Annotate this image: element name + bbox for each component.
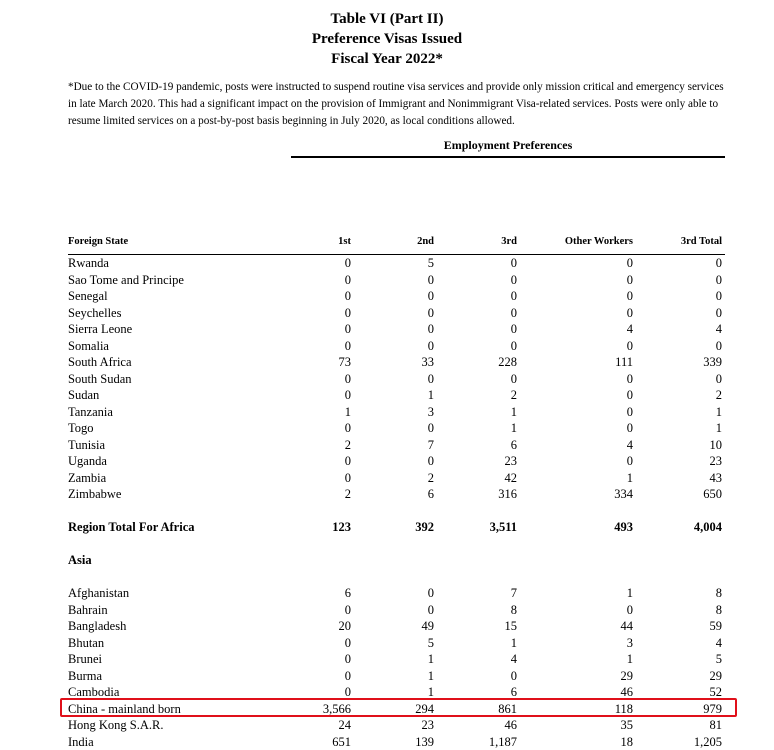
cell-1st: 0 [344, 652, 351, 666]
table-row [0, 486, 774, 502]
cell-2nd: 0 [427, 272, 434, 287]
cell-3rd-total: 8 [715, 602, 722, 617]
cell-other-workers: 1 [626, 586, 633, 600]
table-row [0, 585, 774, 601]
cell-1st: 0 [344, 685, 351, 699]
table-row [0, 338, 774, 354]
cell-1st: 73 [338, 355, 351, 369]
table-row [0, 420, 774, 436]
foreign-state-name: Sierra Leone [68, 322, 133, 336]
foreign-state-name: Sao Tome and Principe [68, 272, 184, 287]
cell-other-workers: 3 [626, 635, 633, 650]
group-underline [291, 156, 725, 158]
cell-2nd: 0 [427, 305, 434, 320]
col-header-3rd-total: 3rd Total [680, 236, 722, 247]
cell-2nd: 33 [421, 355, 434, 369]
cell-1st: 24 [338, 718, 351, 732]
table-subtitle: Preference Visas Issued [311, 31, 463, 47]
cell-2nd: 49 [421, 619, 434, 633]
cell-3rd: 23 [504, 454, 517, 468]
cell-1st: 0 [344, 256, 351, 270]
cell-3rd: 1 [510, 421, 517, 435]
cell-2nd: 0 [427, 322, 434, 336]
cell-3rd-total: 0 [715, 256, 722, 270]
foreign-state-name: Sudan [68, 388, 100, 402]
cell-2nd: 0 [427, 338, 434, 353]
table-row [0, 651, 774, 667]
table-row [0, 354, 774, 370]
cell-1st: 651 [332, 734, 351, 749]
cell-3rd-total: 43 [709, 470, 722, 485]
col-header-other-workers: Other Workers [564, 236, 633, 247]
foreign-state-name: Tunisia [68, 437, 106, 452]
table-row [0, 635, 774, 651]
foreign-state-name: Zimbabwe [68, 487, 122, 501]
cell-other-workers: 0 [626, 305, 633, 320]
cell-2nd: 2 [427, 470, 434, 485]
cell-2nd: 3 [427, 404, 434, 419]
cell-1st: 0 [344, 635, 351, 650]
cell-other-workers: 111 [615, 355, 633, 369]
cell-other-workers: 1 [626, 652, 633, 666]
table-row [0, 321, 774, 337]
cell-3rd-total: 5 [715, 652, 722, 666]
cell-3rd: 6 [510, 685, 517, 699]
fiscal-year: Fiscal Year 2022* [331, 51, 443, 67]
cell-1st: 0 [344, 322, 351, 336]
cell-1st: 3,566 [322, 701, 351, 716]
cell-other-workers: 4 [626, 437, 633, 452]
foreign-state-name: Hong Kong S.A.R. [68, 718, 164, 732]
cell-3rd: 0 [510, 322, 517, 336]
col-header-2nd: 2nd [417, 236, 434, 247]
cell-2nd: 23 [421, 718, 434, 732]
foreign-state-name: Somalia [68, 338, 109, 353]
cell-3rd-total: 10 [709, 437, 722, 452]
cell-other-workers: 18 [620, 734, 633, 749]
cell-3rd-total: 1,205 [693, 734, 722, 749]
foreign-state-name: Zambia [68, 470, 107, 485]
cell-1st: 0 [344, 272, 351, 287]
foreign-state-name: Burma [68, 668, 103, 683]
cell-3rd-total: 339 [703, 355, 722, 369]
cell-3rd-total: 0 [715, 289, 722, 303]
cell-3rd: 0 [510, 305, 517, 320]
table-row [0, 437, 774, 453]
cell-3rd: 1,187 [488, 734, 517, 749]
cell-other-workers: 334 [614, 487, 633, 501]
total-label: Region Total For Africa [68, 520, 195, 534]
cell-other-workers: 0 [626, 404, 633, 419]
cell-3rd-total: 650 [703, 487, 722, 501]
cell-2nd: 0 [427, 289, 434, 303]
cell-2nd: 1 [427, 668, 434, 683]
cell-3rd: 228 [498, 355, 517, 369]
employment-preferences-label: Employment Preferences [443, 138, 573, 152]
table-row [0, 305, 774, 321]
cell-3rd: 0 [510, 338, 517, 353]
cell-1st: 0 [344, 602, 351, 617]
foreign-state-name: Bangladesh [68, 619, 127, 633]
foreign-state-name: Seychelles [68, 305, 122, 320]
cell-other-workers: 46 [620, 685, 633, 699]
cell-1st: 1 [344, 404, 351, 419]
cell-3rd: 0 [510, 371, 517, 386]
cell-3rd-total: 23 [709, 454, 722, 468]
foreign-state-name: Bahrain [68, 602, 108, 617]
cell-1st: 0 [344, 371, 351, 386]
table-row [0, 602, 774, 618]
cell-3rd: 8 [510, 602, 517, 617]
cell-2nd: 1 [427, 685, 434, 699]
cell-1st: 0 [344, 338, 351, 353]
cell-1st: 20 [338, 619, 351, 633]
cell-3rd: 46 [504, 718, 517, 732]
cell-other-workers: 35 [620, 718, 633, 732]
table-row [0, 734, 774, 750]
table-row [0, 453, 774, 469]
foreign-state-name: South Sudan [68, 371, 132, 386]
foreign-state-name: China - mainland born [68, 701, 181, 716]
foreign-state-name: Togo [68, 421, 94, 435]
cell-1st: 0 [344, 289, 351, 303]
cell-1st: 0 [344, 388, 351, 402]
asia-section-heading: Asia [68, 553, 92, 567]
cell-3rd-total: 2 [715, 388, 722, 402]
cell-1st: 6 [344, 586, 351, 600]
total-2nd: 392 [415, 520, 434, 534]
cell-3rd: 0 [510, 272, 517, 287]
cell-2nd: 0 [427, 421, 434, 435]
cell-3rd: 2 [510, 388, 517, 402]
col-header-3rd: 3rd [501, 236, 517, 247]
cell-3rd: 7 [510, 586, 517, 600]
cell-3rd-total: 59 [709, 619, 722, 633]
cell-3rd: 1 [510, 404, 517, 419]
cell-3rd: 0 [510, 668, 517, 683]
table-row [0, 404, 774, 420]
cell-other-workers: 1 [626, 470, 633, 485]
foreign-state-name: Rwanda [68, 256, 109, 270]
cell-1st: 0 [344, 470, 351, 485]
cell-3rd-total: 52 [709, 685, 722, 699]
table-row [0, 371, 774, 387]
cell-3rd-total: 979 [703, 701, 722, 716]
cell-3rd-total: 29 [709, 668, 722, 683]
table-row [0, 668, 774, 684]
cell-2nd: 1 [427, 652, 434, 666]
cell-2nd: 5 [427, 635, 434, 650]
cell-3rd-total: 0 [715, 338, 722, 353]
cell-2nd: 294 [415, 701, 434, 716]
cell-2nd: 0 [427, 454, 434, 468]
cell-3rd-total: 4 [715, 635, 722, 650]
table-row [0, 717, 774, 733]
cell-other-workers: 0 [626, 272, 633, 287]
cell-3rd-total: 0 [715, 272, 722, 287]
foreign-state-name: India [68, 734, 94, 749]
foreign-state-name: Brunei [68, 652, 103, 666]
cell-other-workers: 0 [626, 289, 633, 303]
cell-other-workers: 0 [626, 371, 633, 386]
cell-1st: 0 [344, 454, 351, 468]
cell-3rd: 861 [498, 701, 517, 716]
col-header-foreign-state: Foreign State [68, 236, 129, 247]
cell-1st: 2 [344, 487, 351, 501]
highlight-box [60, 698, 737, 717]
cell-3rd: 0 [510, 256, 517, 270]
cell-2nd: 139 [415, 734, 434, 749]
foreign-state-name: Senegal [68, 289, 108, 303]
cell-3rd-total: 81 [709, 718, 722, 732]
foreign-state-name: Cambodia [68, 685, 120, 699]
total-3rd: 3,511 [489, 520, 517, 534]
cell-other-workers: 0 [626, 388, 633, 402]
table-row [0, 470, 774, 486]
africa-total-row [0, 519, 774, 535]
cell-2nd: 7 [427, 437, 434, 452]
foreign-state-name: Uganda [68, 454, 107, 468]
table-title: Table VI (Part II) [330, 11, 444, 27]
cell-3rd: 42 [504, 470, 517, 485]
cell-other-workers: 0 [626, 421, 633, 435]
cell-other-workers: 0 [626, 338, 633, 353]
cell-other-workers: 0 [626, 454, 633, 468]
cell-3rd-total: 1 [715, 421, 722, 435]
table-row [0, 387, 774, 403]
cell-2nd: 0 [427, 602, 434, 617]
cell-3rd-total: 4 [715, 322, 722, 336]
cell-3rd: 4 [510, 652, 517, 666]
table-row [0, 272, 774, 288]
cell-other-workers: 0 [626, 602, 633, 617]
covid-footnote: *Due to the COVID-19 pandemic, posts were instructed to suspend routine visa services and provide only mission critical and emergency services in late March 2020. This had a significant impact on the provision of Immigrant and Nonimmigrant Visa-related services. Posts were only able to resume limited services on a post-by-post basis beginning in July 2020, as local conditions allowed. [68, 81, 724, 127]
cell-2nd: 0 [427, 586, 434, 600]
cell-other-workers: 44 [620, 619, 633, 633]
cell-3rd-total: 0 [715, 371, 722, 386]
cell-3rd: 15 [504, 619, 517, 633]
cell-3rd: 316 [498, 487, 517, 501]
cell-3rd-total: 8 [715, 586, 722, 600]
foreign-state-name: South Africa [68, 355, 132, 369]
cell-3rd-total: 1 [715, 404, 722, 419]
table-row [0, 288, 774, 304]
cell-3rd: 0 [510, 289, 517, 303]
total-other-workers: 493 [614, 520, 633, 534]
table-row [0, 618, 774, 634]
cell-2nd: 6 [427, 487, 434, 501]
table-row [0, 255, 774, 271]
cell-other-workers: 118 [614, 701, 633, 716]
cell-2nd: 5 [427, 256, 434, 270]
foreign-state-name: Tanzania [68, 404, 113, 419]
cell-3rd-total: 0 [715, 305, 722, 320]
cell-2nd: 1 [427, 388, 434, 402]
total-1st: 123 [332, 520, 351, 534]
cell-other-workers: 4 [626, 322, 633, 336]
cell-1st: 2 [344, 437, 351, 452]
cell-other-workers: 0 [626, 256, 633, 270]
cell-3rd: 1 [510, 635, 517, 650]
cell-1st: 0 [344, 305, 351, 320]
cell-other-workers: 29 [620, 668, 633, 683]
cell-1st: 0 [344, 421, 351, 435]
cell-3rd: 6 [510, 437, 517, 452]
col-header-1st: 1st [338, 236, 351, 247]
foreign-state-name: Afghanistan [68, 586, 130, 600]
cell-1st: 0 [344, 668, 351, 683]
foreign-state-name: Bhutan [68, 635, 105, 650]
total-3rd-total: 4,004 [693, 520, 722, 534]
cell-2nd: 0 [427, 371, 434, 386]
